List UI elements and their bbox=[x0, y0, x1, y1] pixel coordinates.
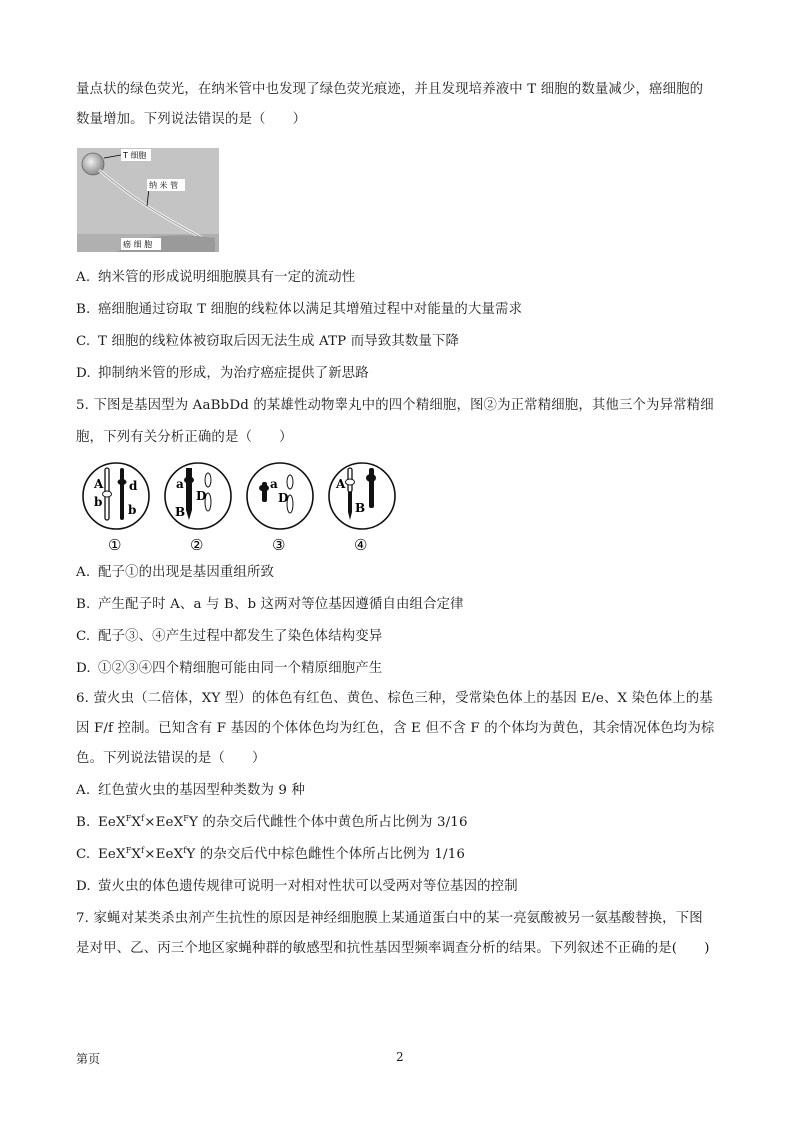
cell-1-gene-1: A bbox=[94, 477, 104, 491]
q4-option-c: C. T 细胞的线粒体被窃取后因无法生成 ATP 而导致其数量下降 bbox=[76, 334, 460, 349]
q5-stem-line-1: 5. 下图是基因型为 AaBbDd 的某雄性动物睾丸中的四个精细胞，图②为正常精细胞，其他三个为异常精细 bbox=[76, 398, 714, 413]
cell-1-number: ① bbox=[108, 536, 122, 554]
sperm-cell-3 bbox=[247, 463, 313, 554]
q5-option-a: A. 配子①的出现是基因重组所致 bbox=[76, 565, 275, 580]
intro-line-1: 量点状的绿色荧光，在纳米管中也发现了绿色荧光痕迹，并且发现培养液中 T 细胞的数量减少，癌细胞的 bbox=[76, 82, 704, 97]
q6-stem-line-2: 因 F/f 控制。已知含有 F 基因的个体体色均为红色，含 E 但不含 F 的个体均为黄色，其余情况体色均为棕 bbox=[76, 721, 715, 736]
cell-3-number: ③ bbox=[272, 536, 286, 554]
nanotube-micrograph bbox=[77, 148, 219, 252]
q4-option-d: D. 抑制纳米管的形成，为治疗癌症提供了新思路 bbox=[76, 366, 369, 381]
cell-3-gene-1: a bbox=[270, 477, 278, 491]
sperm-cell-2 bbox=[165, 463, 231, 554]
sperm-cell-1 bbox=[83, 463, 149, 554]
q7-stem-line-1: 7. 家蝇对某类杀虫剂产生抗性的原因是神经细胞膜上某通道蛋白中的某一亮氨酸被另一氨基酸替换，下图 bbox=[76, 911, 703, 926]
q4-option-a: A. 纳米管的形成说明细胞膜具有一定的流动性 bbox=[76, 270, 356, 285]
label-t-cell: T 细胞 bbox=[123, 151, 147, 160]
page-number: 2 bbox=[396, 1050, 404, 1064]
q5-option-d: D. ①②③④四个精细胞可能由同一个精原细胞产生 bbox=[76, 661, 383, 676]
cell-2-gene-1: a bbox=[176, 477, 184, 491]
cell-1-gene-3: d bbox=[129, 479, 138, 493]
q6-option-a: A. 红色萤火虫的基因型种类数为 9 种 bbox=[76, 783, 306, 798]
q6-option-d: D. 萤火虫的体色遗传规律可说明一对相对性状可以受两对等位基因的控制 bbox=[76, 879, 518, 894]
cell-4-number: ④ bbox=[354, 536, 368, 554]
q6-option-b: B. $EeX^FX^f\times EeX^FY$ 的杂交后代雌性个体中黄色所占比例为 3/16 bbox=[76, 814, 468, 830]
q6-option-c: C. $EeX^FX^f\times EeX^fY$ 的杂交后代中棕色雌性个体所占比例为 1/16 bbox=[76, 846, 466, 862]
cell-1-gene-2: b bbox=[94, 495, 103, 509]
label-nanotube: 纳 米 管 bbox=[149, 181, 179, 190]
cell-4-gene-2: B bbox=[355, 501, 366, 515]
q6-stem-line-3: 色。下列说法错误的是（ ） bbox=[76, 751, 266, 766]
q6-stem-line-1: 6. 萤火虫（二倍体，XY 型）的体色有红色、黄色、棕色三种，受常染色体上的基因 E/e、X 染色体上的基 bbox=[76, 691, 713, 706]
q5-option-b: B. 产生配子时 A、a 与 B、b 这两对等位基因遵循自由组合定律 bbox=[76, 597, 464, 612]
cell-1-gene-4: b bbox=[128, 503, 137, 517]
q4-option-b: B. 癌细胞通过窃取 T 细胞的线粒体以满足其增殖过程中对能量的大量需求 bbox=[76, 302, 523, 317]
q5-option-c: C. 配子③、④产生过程中都发生了染色体结构变异 bbox=[76, 629, 383, 644]
cell-2-number: ② bbox=[190, 536, 204, 554]
q7-stem-line-2: 是对甲、乙、丙三个地区家蝇种群的敏感型和抗性基因型频率调查分析的结果。下列叙述不正确的是( ) bbox=[76, 941, 710, 956]
cell-3-gene-2: D bbox=[278, 491, 289, 505]
intro-line-2: 数量增加。下列说法错误的是（ ） bbox=[76, 112, 307, 127]
sperm-cell-4 bbox=[329, 463, 395, 554]
micrograph-drawing bbox=[77, 148, 219, 252]
cell-4-gene-1: A bbox=[336, 477, 346, 491]
cell-2-gene-2: B bbox=[175, 505, 186, 519]
cell-2-gene-3: D bbox=[196, 489, 207, 503]
footer-label: 第页 bbox=[76, 1052, 101, 1066]
q5-stem-line-2: 胞，下列有关分析正确的是（ ） bbox=[76, 430, 293, 445]
sperm-cells-figure bbox=[76, 460, 412, 556]
label-cancer-cell: 癌 细 胞 bbox=[123, 240, 153, 249]
